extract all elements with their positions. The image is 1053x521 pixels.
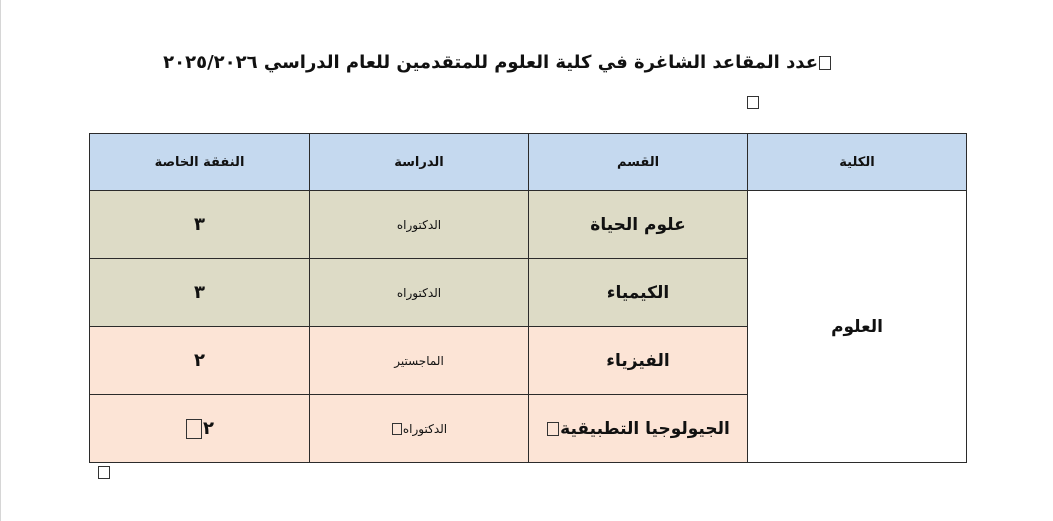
department-cell: علوم الحياة (529, 191, 748, 259)
fee-cell: ٣ (90, 191, 310, 259)
college-cell: العلوم (748, 191, 967, 463)
missing-glyph-box (392, 423, 402, 435)
fee-cell: ٢ (203, 418, 214, 439)
missing-glyph-box (186, 419, 202, 439)
department-cell: الجيولوجيا التطبيقية (560, 418, 730, 439)
fee-cell: ٢ (90, 327, 310, 395)
table-row (90, 191, 967, 259)
fee-cell: ٣ (90, 259, 310, 327)
page-edge (0, 0, 1, 521)
missing-glyph-box (819, 56, 831, 70)
table-header-row (90, 134, 967, 191)
missing-glyph-box (747, 96, 759, 109)
vacant-seats-table (89, 133, 967, 463)
header-college: الكلية (748, 134, 967, 191)
study-cell: الدكتوراه (402, 421, 448, 436)
header-study: الدراسة (310, 134, 529, 191)
document-title-line (163, 50, 832, 76)
header-private-fee: النفقة الخاصة (90, 134, 310, 191)
document-title: عدد المقاعد الشاغرة في كلية العلوم للمتقدمين للعام الدراسي ٢٠٢٥/٢٠٢٦ (163, 52, 818, 73)
study-cell: الدكتوراه (310, 259, 529, 327)
department-cell: الفيزياء (529, 327, 748, 395)
fee-cell-wrap (90, 395, 310, 463)
study-cell: الدكتوراه (310, 191, 529, 259)
missing-glyph-box (98, 466, 110, 479)
header-department: القسم (529, 134, 748, 191)
missing-glyph-box (547, 422, 559, 436)
department-cell-wrap (529, 395, 748, 463)
study-cell-wrap (310, 395, 529, 463)
study-cell: الماجستير (310, 327, 529, 395)
department-cell: الكيمياء (529, 259, 748, 327)
